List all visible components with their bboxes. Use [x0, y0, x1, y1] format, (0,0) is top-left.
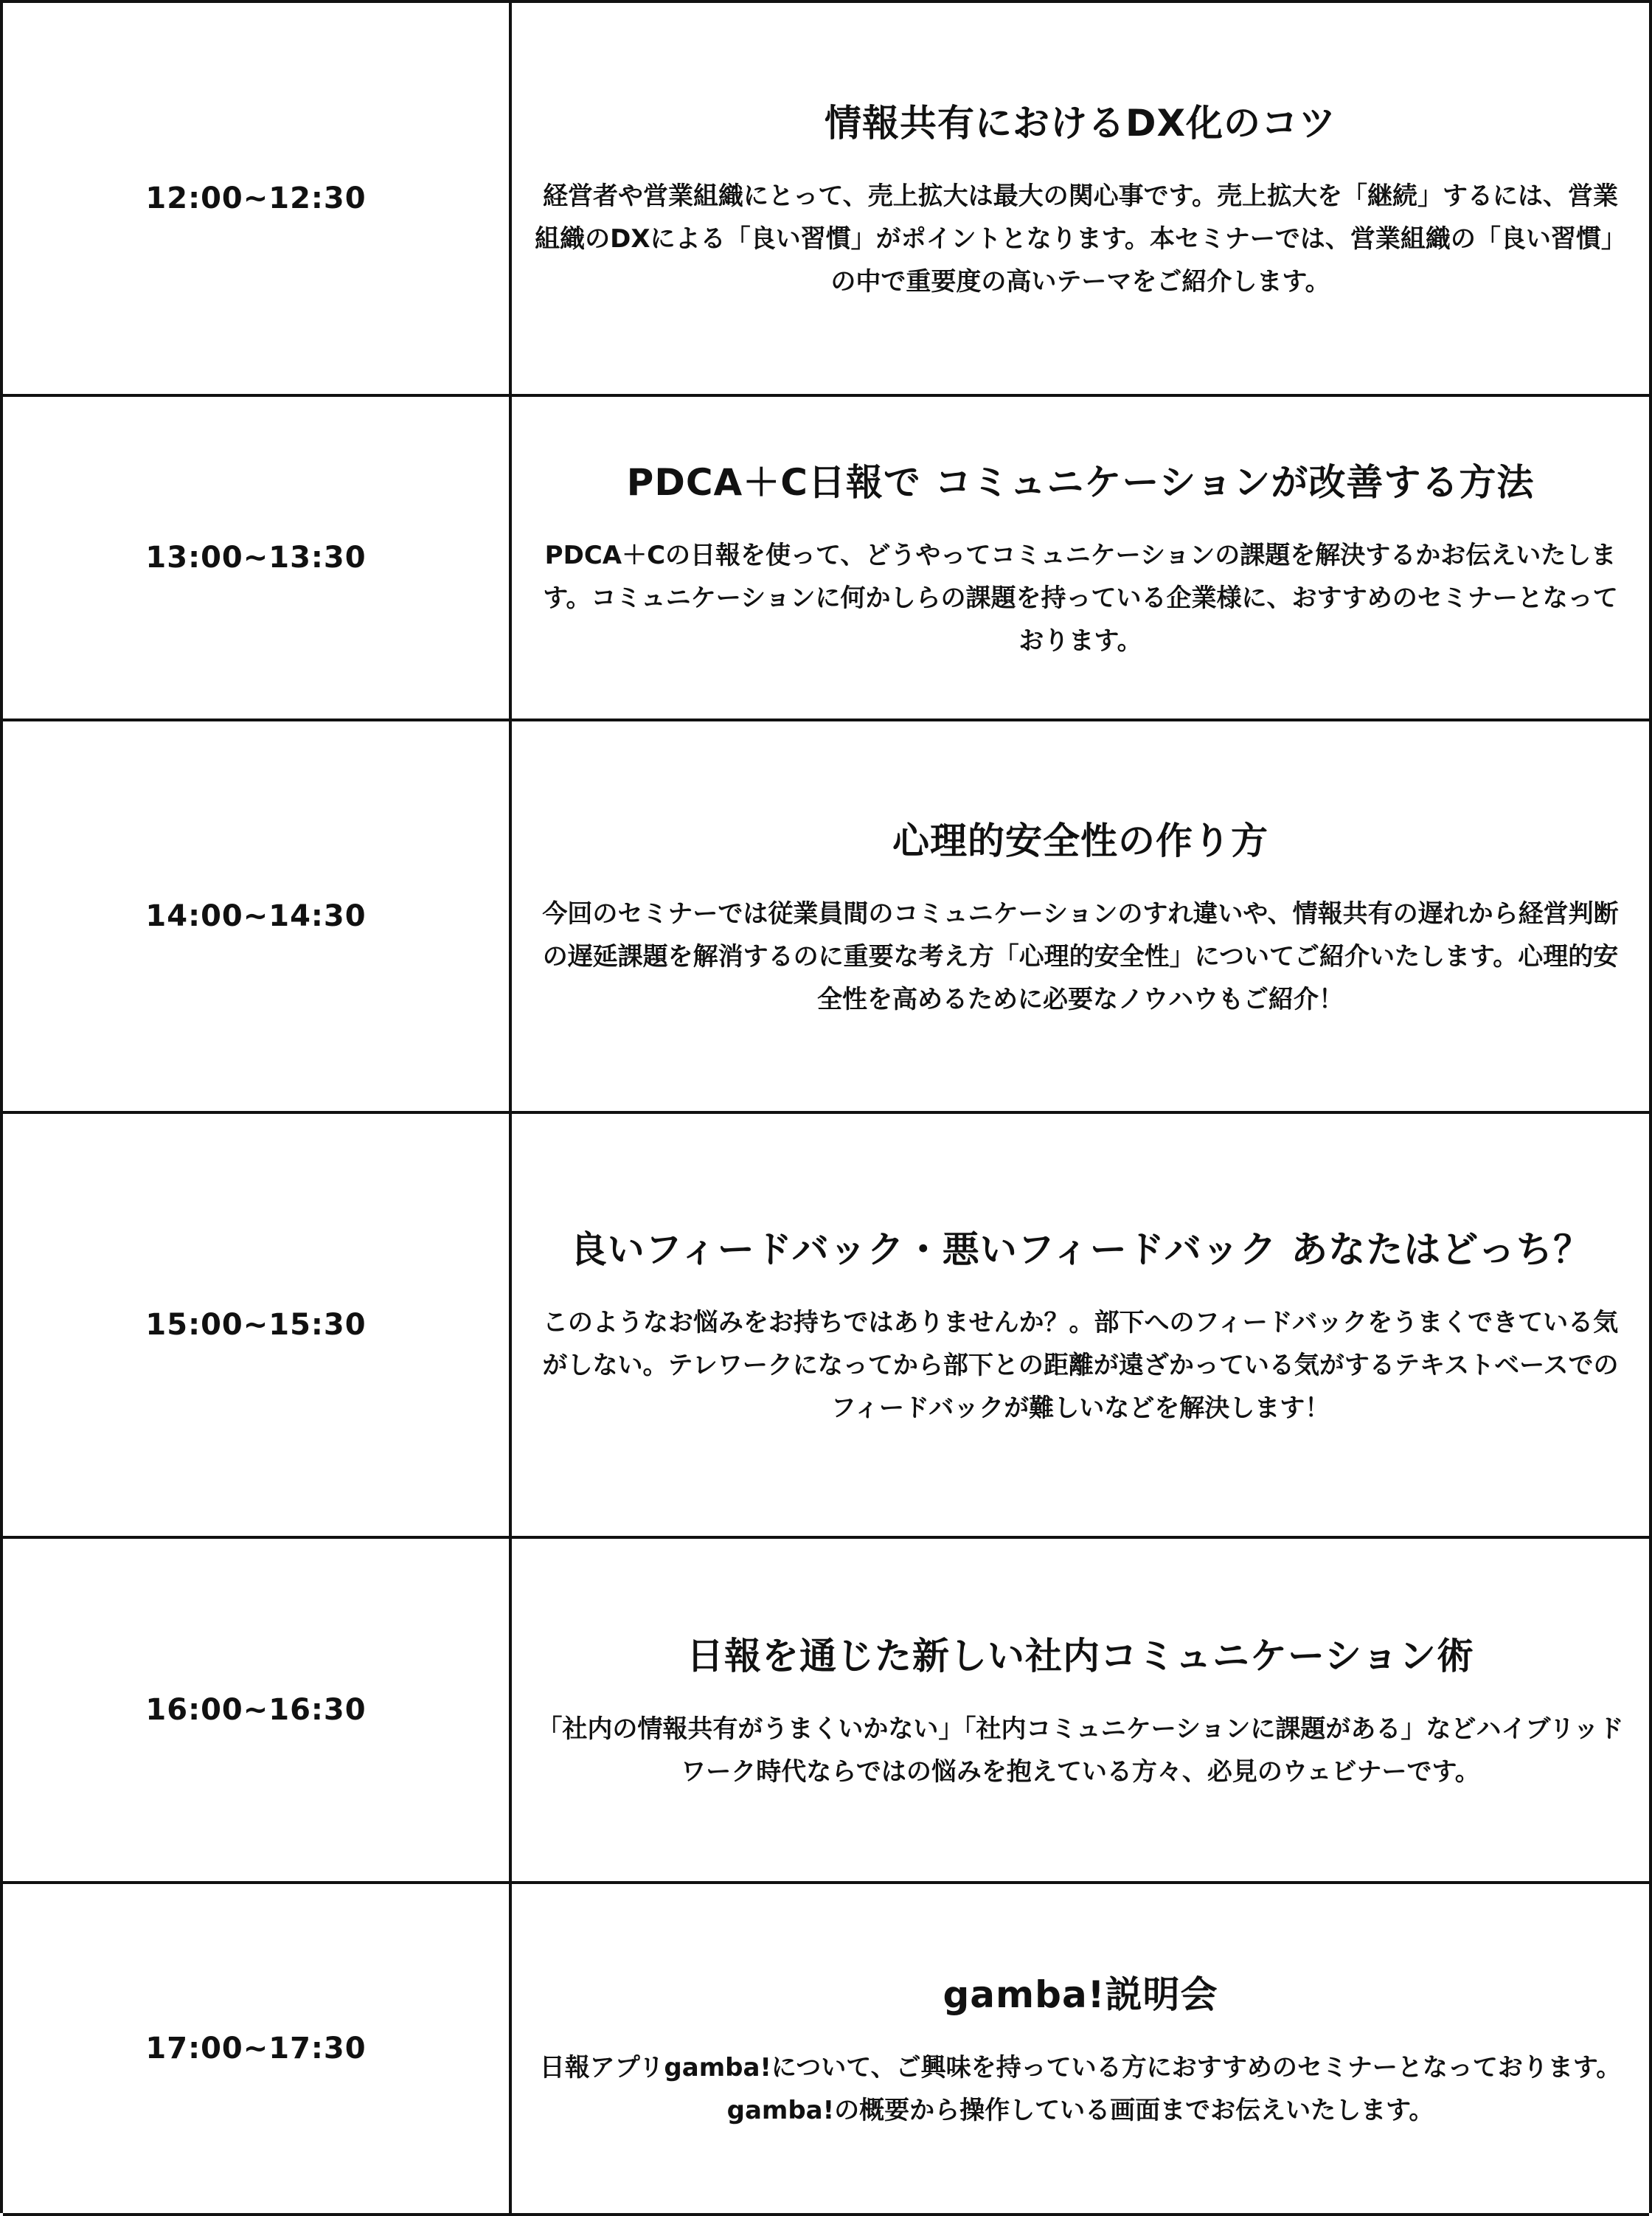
session-content [512, 1539, 1649, 1881]
session-title: 日報を通じた新しい社内コミュニケーション術 [687, 1635, 1474, 1677]
session-time: 15:00~15:30 [3, 1114, 512, 1536]
session-description: 経営者や営業組織にとって、売上拡大は最大の関心事です。売上拡大を「継続」するには、営業組織のDXによる「良い習慣」がポイントとなります。本セミナーでは、営業組織の「良い習慣」の中で重要度の高いテーマをご紹介します。 [535, 181, 1626, 297]
session-description: PDCA＋Cの日報を使って、どうやってコミュニケーションの課題を解決するかお伝えいたします。コミュニケーションに何かしらの課題を持っている企業様に、おすすめのセミナーとなっております。 [543, 541, 1618, 656]
session-content [512, 3, 1649, 394]
session-description: 日報アプリgamba!について、ご興味を持っている方におすすめのセミナーとなっております。gamba!の概要から操作している画面までお伝えいたします。 [539, 2053, 1622, 2125]
session-title: gamba!説明会 [943, 1973, 1218, 2016]
session-content [512, 1884, 1649, 2213]
session-time: 17:00~17:30 [3, 1884, 512, 2213]
session-content [512, 721, 1649, 1111]
session-title: 良いフィードバック・悪いフィードバック あなたはどっち？ [569, 1228, 1592, 1271]
session-title: 心理的安全性の作り方 [892, 820, 1268, 862]
session-description: このようなお悩みをお持ちではありませんか？。部下へのフィードバックをうまくできている気がしない。テレワークになってから部下との距離が遠ざかっている気がするテキストベースでのフィードバックが難しいなどを解決します！ [542, 1308, 1619, 1423]
session-row [3, 1114, 1649, 1539]
session-time: 16:00~16:30 [3, 1539, 512, 1881]
session-row [3, 1884, 1649, 2216]
session-row [3, 3, 1649, 397]
session-row [3, 1539, 1649, 1884]
session-time: 14:00~14:30 [3, 721, 512, 1111]
session-content [512, 397, 1649, 719]
session-row [3, 397, 1649, 721]
session-title: 情報共有におけるDX化のコツ [824, 102, 1337, 145]
session-description: 今回のセミナーでは従業員間のコミュニケーションのすれ違いや、情報共有の遅れから経営判断の遅延課題を解消するのに重要な考え方「心理的安全性」についてご紹介いたします。心理的安全性を高めるために必要なノウハウもご紹介！ [542, 899, 1619, 1014]
session-time: 13:00~13:30 [3, 397, 512, 719]
session-content [512, 1114, 1649, 1536]
session-time: 12:00~12:30 [3, 3, 512, 394]
session-row [3, 721, 1649, 1114]
session-title: PDCA＋C日報で コミュニケーションが改善する方法 [626, 461, 1535, 504]
session-description: 「社内の情報共有がうまくいかない」「社内コミュニケーションに課題がある」などハイブリッドワーク時代ならではの悩みを抱えている方々、必見のウェビナーです。 [537, 1714, 1624, 1787]
